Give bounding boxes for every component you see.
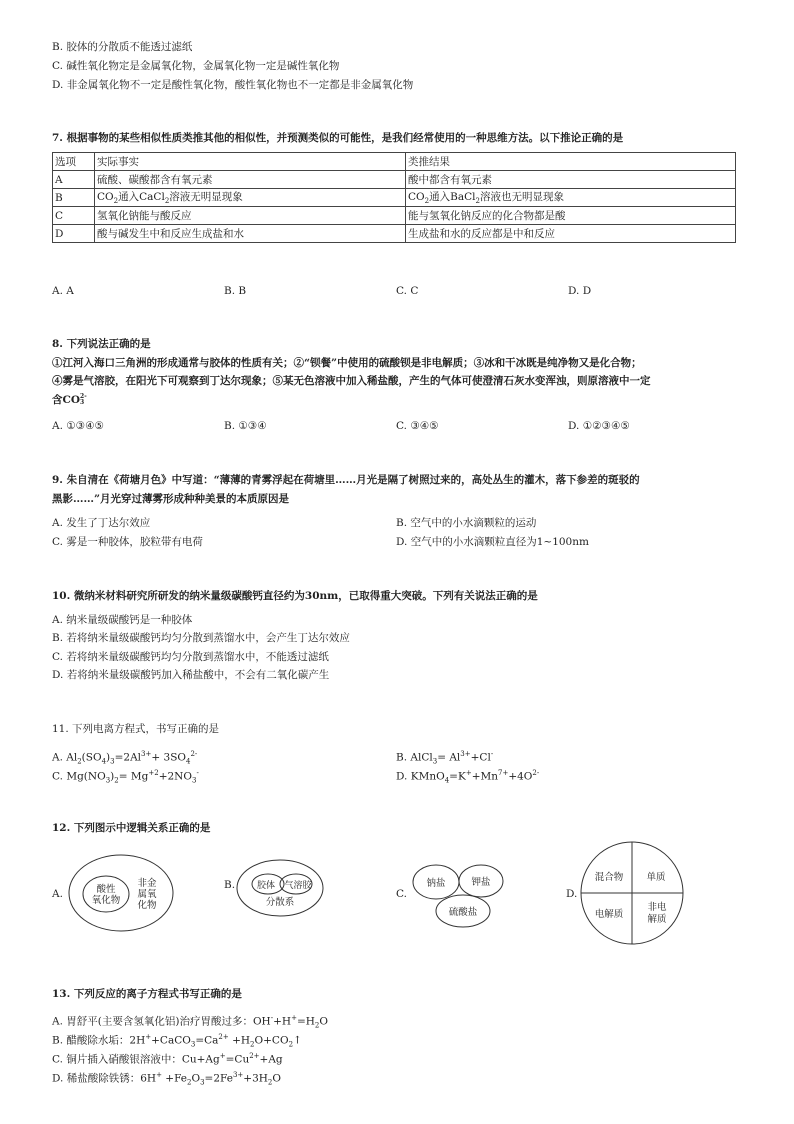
header-result: 类推结果 (406, 153, 736, 171)
q8-body-line-3: 含CO 2- 3 (52, 393, 87, 406)
row-result: 能与氢氧化钠反应的化合物都是酸 (406, 207, 736, 225)
row-option: C (53, 207, 95, 225)
header-option: 选项 (53, 153, 95, 171)
q8-body-line-1: ①江河入海口三角洲的形成通常与胶体的性质有关；②“钡餐”中使用的硫酸钡是非电解质；③冰和干冰既是纯净物又是化合物； (52, 357, 642, 369)
diagram-d-text-tr: 单质 (646, 872, 666, 883)
q11-choice-d[interactable]: D. $KMnO_4=K^++Mn^{7+}+4O^{2-}$ (396, 769, 540, 785)
diagram-a-outer-text-3: 化物 (137, 900, 157, 911)
table-row (53, 225, 736, 243)
q9-choice-a[interactable]: A. 发生了丁达尔效应 (52, 517, 151, 529)
q7-choice-d[interactable]: D. D (568, 285, 592, 297)
q6-option-c: C. 碱性氧化物定是金属氧化物，金属氧化物一定是碱性氧化物 (52, 60, 340, 72)
q10-choice-d[interactable]: D. 若将纳米量级碳酸钙加入稀盐酸中，不会有二氧化碳产生 (52, 669, 330, 681)
row-option: B (53, 189, 95, 207)
q6-option-d: D. 非金属氧化物不一定是酸性氧化物，酸性氧化物也不一定都是非金属氧化物 (52, 79, 414, 91)
q7-table (52, 152, 736, 243)
q9-stem-line-1: 9. 朱自清在《荷塘月色》中写道：“薄薄的青雾浮起在荷塘里……月光是隔了树照过来的，高处丛生的灌木，落下参差的斑驳的 (52, 474, 640, 486)
diagram-a-outer-ellipse (69, 855, 173, 931)
q10-choice-c[interactable]: C. 若将纳米量级碳酸钙均匀分散到蒸馏水中，不能透过滤纸 (52, 651, 329, 663)
q8-choice-d[interactable]: D. ①②③④⑤ (568, 420, 630, 432)
header-fact: 实际事实 (95, 153, 406, 171)
row-option: D (53, 225, 95, 243)
diagram-a-outer-text-2: 属氧 (137, 889, 157, 900)
diagram-d-text-br-1: 非电 (647, 902, 667, 913)
q12-stem: 12. 下列图示中逻辑关系正确的是 (52, 822, 211, 834)
table-row (53, 189, 736, 207)
diagram-a-inner-text-2: 氧化物 (91, 895, 121, 906)
table-row (53, 207, 736, 225)
q10-stem: 10. 微纳米材料研究所研发的纳米量级碳酸钙直径约为30nm，已取得重大突破。下列有关说法正确的是 (52, 590, 538, 602)
table-header-row (53, 153, 736, 171)
diagram-a-label: A. (52, 888, 63, 900)
q13-stem: 13. 下列反应的离子方程式书写正确的是 (52, 988, 242, 1000)
diagram-d-label: D. (566, 888, 578, 900)
diagram-b-outer-text: 分散系 (265, 897, 295, 908)
q9-choice-d[interactable]: D. 空气中的小水滴颗粒直径为1~100nm (396, 536, 589, 548)
diagram-d-text-tl: 混合物 (594, 872, 624, 883)
diagram-b-label: B. (224, 879, 236, 891)
diagram-d-text-br-2: 解质 (647, 914, 667, 925)
diagram-a-inner-text-1: 酸性 (96, 884, 116, 895)
q7-choice-a[interactable]: A. A (52, 285, 74, 297)
q11-choice-b[interactable]: B. AlCl$_3$= $Al^{3+}+Cl^-$ (396, 750, 494, 766)
diagram-c-text-2: 钾盐 (471, 877, 491, 888)
diagram-c-text-3: 硫酸盐 (448, 907, 478, 918)
q8-choice-a[interactable]: A. ①③④⑤ (52, 420, 104, 432)
q12-diagrams (0, 840, 794, 960)
row-fact: 氢氧化钠能与酸反应 (95, 207, 406, 225)
q7-choice-c[interactable]: C. C (396, 285, 419, 297)
diagram-c-text-1: 钠盐 (426, 878, 446, 889)
diagram-c-label: C. (396, 888, 407, 900)
diagram-b-right-text: 气溶胶 (284, 881, 312, 891)
q10-choice-a[interactable]: A. 纳米量级碳酸钙是一种胶体 (52, 614, 193, 626)
q13-choice-d[interactable]: D. 稀盐酸除铁锈：$6H^+ +Fe_2O_3=2Fe^{3+}+3H_2O$ (52, 1071, 281, 1087)
row-fact: 酸与碱发生中和反应生成盐和水 (95, 225, 406, 243)
table-row (53, 171, 736, 189)
row-result: 生成盐和水的反应都是中和反应 (406, 225, 736, 243)
q9-choice-b[interactable]: B. 空气中的小水滴颗粒的运动 (396, 517, 537, 529)
q7-stem: 7. 根据事物的某些相似性质类推其他的相似性，并预测类似的可能性，是我们经常使用的一种思维方法。以下推论正确的是 (52, 132, 624, 144)
q7-choice-b[interactable]: B. B (224, 285, 247, 297)
q6-option-b: B. 胶体的分散质不能透过滤纸 (52, 41, 193, 53)
row-result: 酸中都含有氧元素 (406, 171, 736, 189)
row-fact: $CO_2$通入CaCl$_2$溶液无明显现象 (95, 189, 406, 207)
q9-choice-c[interactable]: C. 雾是一种胶体，胶粒带有电荷 (52, 536, 203, 548)
q11-stem: 11. 下列电离方程式，书写正确的是 (52, 723, 220, 735)
q8-choice-b[interactable]: B. ①③④ (224, 420, 267, 432)
q8-choice-c[interactable]: C. ③④⑤ (396, 420, 439, 432)
q11-choice-c[interactable]: C. $Mg(NO_3)_2= Mg^{+2}+2NO_3^-$ (52, 769, 199, 785)
diagram-d-text-bl: 电解质 (594, 909, 624, 920)
row-option: A (53, 171, 95, 189)
q13-choice-a[interactable]: A. 胃舒平(主要含氢氧化铝)治疗胃酸过多：$OH^-+H^+=H_2O$ (52, 1014, 328, 1030)
diagram-a-outer-text-1: 非金 (137, 878, 157, 889)
row-fact: 硫酸、碳酸都含有氧元素 (95, 171, 406, 189)
q10-choice-b[interactable]: B. 若将纳米量级碳酸钙均匀分散到蒸馏水中，会产生丁达尔效应 (52, 632, 350, 644)
q9-stem-line-2: 黑影……”月光穿过薄雾形成种种美景的本质原因是 (52, 493, 290, 505)
q13-choice-b[interactable]: B. 醋酸除水垢：$2H^++CaCO_3=Ca^{2+}$ $+H_2O+CO_2↑$ (52, 1033, 302, 1049)
q8-stem: 8. 下列说法正确的是 (52, 338, 151, 350)
q8-body-line-2: ④雾是气溶胶，在阳光下可观察到丁达尔现象；⑤某无色溶液中加入稀盐酸，产生的气体可使澄清石灰水变浑浊，则原溶液中一定 (52, 375, 651, 387)
q11-choice-a[interactable]: A. $Al_2(SO_4)_3=2Al^{3+}+ 3SO_4^{2-}$ (52, 750, 198, 766)
row-result: $CO_2$通入BaCl$_2$溶液也无明显现象 (406, 189, 736, 207)
diagram-b-left-text: 胶体 (256, 881, 276, 891)
q13-choice-c[interactable]: C. 铜片插入硝酸银溶液中：$Cu+Ag^+=Cu^{2+}+Ag$ (52, 1052, 283, 1066)
